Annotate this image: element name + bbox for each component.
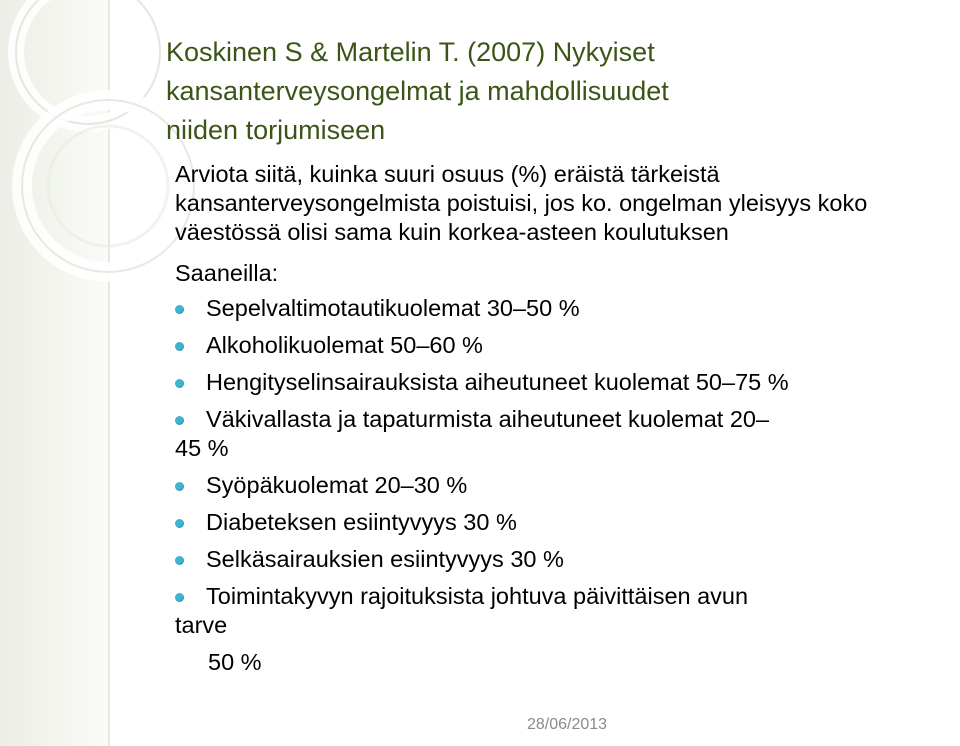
tail-value: 50 %: [208, 649, 262, 675]
title-line-3: niiden torjumiseen: [166, 115, 386, 145]
list-item: [175, 545, 960, 574]
list-item-continuation: tarve: [175, 612, 228, 638]
list-item: [175, 294, 960, 323]
list-item-text: Hengityselinsairauksista aiheutuneet kuolemat 50–75 %: [206, 369, 789, 395]
bullet-dot-icon: [175, 305, 184, 314]
list-item-text: Selkäsairauksien esiintyvyys 30 %: [206, 546, 564, 572]
list-item: [175, 331, 960, 360]
intro-paragraph: Arviota siitä, kuinka suuri osuus (%) eräistä tärkeistä kansanterveysongelmista poistuisi, jos ko. ongelman yleisyys koko väestössä olisi sama kuin korkea-asteen koulutuksen: [175, 161, 868, 245]
list-item: [175, 471, 960, 500]
slide-body: [175, 160, 960, 677]
slide-date: 28/06/2013: [527, 716, 608, 733]
list-item-text: Diabeteksen esiintyvyys 30 %: [206, 509, 517, 535]
bullet-dot-icon: [175, 416, 184, 425]
bullet-dot-icon: [175, 482, 184, 491]
list-item: [175, 582, 960, 640]
title-line-1: Koskinen S & Martelin T. (2007) Nykyiset: [166, 37, 655, 67]
list-item-continuation: 45 %: [175, 435, 229, 461]
list-item-text: Alkoholikuolemat 50–60 %: [206, 332, 483, 358]
bullet-dot-icon: [175, 593, 184, 602]
subheading: Saaneilla:: [175, 260, 279, 286]
list-item-text: Toimintakyvyn rajoituksista johtuva päivittäisen avun: [206, 583, 749, 609]
list-item-text: Sepelvaltimotautikuolemat 30–50 %: [206, 295, 580, 321]
title-line-2: kansanterveysongelmat ja mahdollisuudet: [166, 76, 669, 106]
bullet-dot-icon: [175, 556, 184, 565]
list-item: [175, 405, 960, 463]
bullet-dot-icon: [175, 379, 184, 388]
list-item-text: Väkivallasta ja tapaturmista aiheutuneet kuolemat 20–: [206, 406, 770, 432]
list-item: [175, 368, 960, 397]
bullet-list: [175, 294, 960, 640]
list-item-text: Syöpäkuolemat 20–30 %: [206, 472, 468, 498]
list-item: [175, 508, 960, 537]
bullet-dot-icon: [175, 519, 184, 528]
bullet-dot-icon: [175, 342, 184, 351]
slide-title: [166, 33, 926, 150]
